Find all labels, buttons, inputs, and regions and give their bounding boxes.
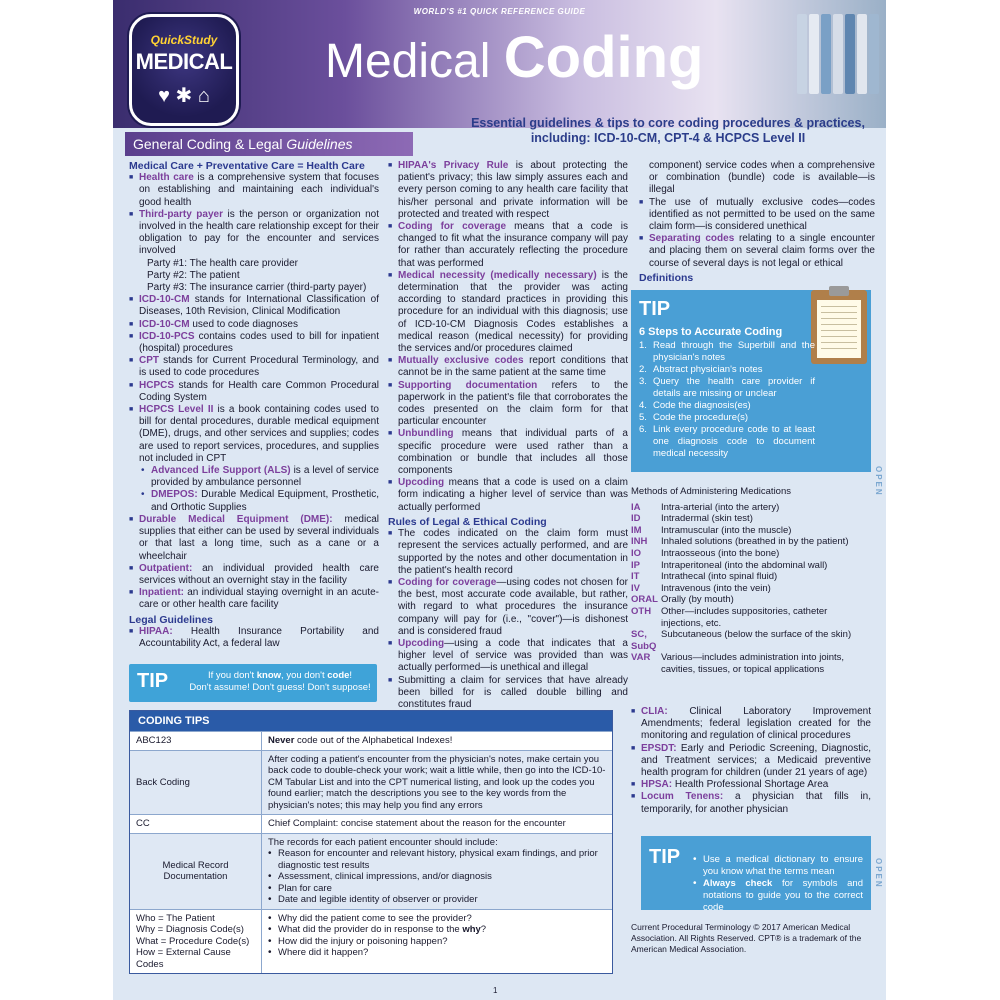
- list-item: ■ Inpatient: an individual staying overnight in an acute-care or other health care facility: [129, 587, 379, 611]
- med-row: ORAL Orally (by mouth): [631, 594, 734, 606]
- step-item: 1. Read through the Superbill and the physician's notes: [639, 340, 815, 363]
- list-item: ■ ICD-10-PCS contains codes used to bill for inpatient (hospital) procedures: [129, 331, 379, 355]
- reference-sheet: [113, 0, 886, 1000]
- list-item: • Where did it happen?: [268, 947, 606, 959]
- list-item: • Reason for encounter and relevant history, physical exam findings, and prior diagnostic test results: [268, 848, 606, 871]
- med-row: IM Intramuscular (into the muscle): [631, 524, 792, 536]
- list-item: ■ Submitting a claim for services that have already been billed for is called double billing and constitutes fraud: [388, 675, 628, 712]
- table-key: CC: [130, 815, 262, 833]
- column-compliance: [388, 160, 628, 723]
- list-item: ■ Upcoding—using a code that indicates that a higher level of service was provided than was actually performed—is unethical and illegal: [388, 638, 628, 675]
- step-item: 6. Link every procedure code to at least one diagnosis code to document medical necessity: [639, 424, 815, 459]
- step-item: 3. Query the health care provider if details are missing or unclear: [639, 376, 815, 399]
- list-item: ■ Locum Tenens: a physician that fills in, temporarily, for another physician: [631, 791, 871, 815]
- list-item: ■ HCPCS Level II is a book containing codes used to bill for dental procedures, durable medical equipment (DME), drugs, and other services and supplies; codes are used to report services, procedures, and supplies not included in CPT: [129, 404, 379, 465]
- list-item: ■ Third-party payer is the person or organization not involved in the health care relationship except for their obligation to pay for the encounter and services involved: [129, 209, 379, 258]
- list-item: • How did the injury or poisoning happen?: [268, 936, 606, 948]
- legal-heading: Legal Guidelines: [129, 613, 214, 626]
- coding-tips-table: [129, 710, 613, 974]
- list-item: ■ Upcoding means that a code is used on a claim form indicating a higher level of service than was actually performed: [388, 477, 628, 514]
- table-value: [262, 910, 612, 974]
- list-item: ■ The codes indicated on the claim form must represent the services actually performed, and are supported by the notes and other documentation in the patient's health record: [388, 528, 628, 577]
- table-key: Back Coding: [130, 751, 262, 815]
- list-item: ■ HIPAA's Privacy Rule is about protecting the patient's privacy; this law simply assures each and every person coming to any health care facility that his/her personal and private information will be protected and treated with respect: [388, 160, 628, 221]
- continued-text: component) service codes when a comprehensive or combination (bundle) code is available—is illegal: [649, 160, 875, 196]
- med-row: IT Intrathecal (into spinal fluid): [631, 571, 778, 583]
- table-value: Never code out of the Alphabetical Indexes!: [268, 735, 453, 746]
- list-item: • Plan for care: [268, 883, 606, 895]
- list-item: ■ Supporting documentation refers to the paperwork in the patient's file that corroborates the codes presented on the claim form for that particular encounter: [388, 380, 628, 429]
- acronyms-list: [631, 706, 871, 816]
- list-item: ■ Coding for coverage—using codes not chosen for the best, most accurate code available, but rather, with regard to what procedures the insurance company will pay for (i.e., "cover")—is dishonest and is considered fraud: [388, 577, 628, 638]
- party-item: Party #3: The insurance carrier (third-party payer): [147, 282, 367, 294]
- steps-list: [639, 340, 815, 460]
- list-item: ■ Health care is a comprehensive system that focuses on establishing and maintaining each individual's good health: [129, 172, 379, 209]
- logo-category: MEDICAL: [135, 49, 233, 74]
- tip-label: TIP: [137, 670, 169, 692]
- sub-list-item: • Advanced Life Support (ALS) is a level of service provided by ambulance personnel: [129, 465, 379, 489]
- medication-methods: [631, 486, 871, 676]
- list-item: ■ HPSA: Health Professional Shortage Area: [631, 779, 871, 791]
- table-row: [130, 814, 612, 833]
- med-row: ID Intradermal (skin test): [631, 513, 753, 525]
- list-item: • Assessment, clinical impressions, and/or diagnosis: [268, 871, 606, 883]
- copyright-notice: Current Procedural Terminology © 2017 American Medical Association. All Rights Reserved. CPT® is a trademark of the American Medical Association.: [631, 922, 862, 954]
- list-item: ■ Durable Medical Equipment (DME): medical supplies that either can be used by several individuals or that last a long time, such as a cane or a wheelchair: [129, 514, 379, 563]
- tip-box-six-steps: [631, 290, 871, 472]
- med-row: IP Intraperitoneal (into the abdominal wall): [631, 559, 828, 571]
- list-item: ■ HIPAA: Health Insurance Portability and Accountability Act, a federal law: [129, 626, 379, 650]
- tip-box-dont-guess: [129, 664, 377, 702]
- table-key: Who = The Patient Why = Diagnosis Code(s) What = Procedure Code(s) How = External Cause Codes: [130, 910, 262, 974]
- list-item: ■ ICD-10-CM stands for International Classification of Diseases, 10th Revision, Clinical Modification: [129, 294, 379, 318]
- sub-list-item: • DMEPOS: Durable Medical Equipment, Prosthetic, and Orthotic Supplies: [129, 489, 379, 513]
- tip-label: TIP: [649, 846, 681, 868]
- table-row: [130, 909, 612, 974]
- step-item: 5. Code the procedure(s): [639, 412, 749, 423]
- quickstudy-logo: [129, 14, 239, 126]
- column-definitions: [639, 160, 875, 284]
- med-row: OTH Other—includes suppositories, catheter injections, etc.: [631, 605, 828, 629]
- list-item: ■ Outpatient: an individual provided health care services without an overnight stay in the facility: [129, 563, 379, 587]
- tagline: WORLD'S #1 QUICK REFERENCE GUIDE: [413, 7, 586, 16]
- med-row: VAR Various—includes administration into joints, cavities, tissues, or topical applications: [631, 652, 845, 675]
- page-subtitle: Essential guidelines & tips to core coding procedures & practices, including: ICD-10-CM, CPT-4 & HCPCS Level II: [471, 116, 865, 145]
- list-item: ■ CPT stands for Current Procedural Terminology, and is used to code procedures: [129, 355, 379, 379]
- tip-text: If you don't know, you don't code! Don't assume! Don't guess! Don't suppose!: [189, 670, 371, 693]
- logo-brand: QuickStudy: [150, 33, 218, 47]
- table-value: After coding a patient's encounter from the physician's notes, make certain you back code to double-check your work; wait a little while, then go into the ICD-10-CM Tabular List and into the CPT numerical listing, and look up the codes you found earlier; match the descriptions you see to the key words from the physician's notes; this may help you find any errors: [268, 753, 606, 811]
- list-item: • Why did the patient come to see the provider?: [268, 913, 606, 925]
- section-heading: General Coding & Legal Guidelines: [125, 132, 413, 156]
- med-row: SC, SubQ Subcutaneous (below the surface of the skin): [631, 629, 852, 652]
- med-row: INH Inhaled solutions (breathed in by the patient): [631, 536, 849, 548]
- open-tab-label: OPEN: [874, 858, 883, 889]
- list-item: ■ Coding for coverage means that a code is changed to fit what the insurance company will pay for rather than accurately reflecting the procedure that was performed: [388, 221, 628, 270]
- health-care-heading: Medical Care + Preventative Care = Health Care: [129, 160, 365, 172]
- list-item: ■ Medical necessity (medically necessary) is the determination that the provider was acting according to standard practices in providing this procedure for an individual with this diagnosis; use of ICD-10-CM Diagnosis Codes establishes a medical reason (medical necessity) for providing the services and/or procedures claimed: [388, 270, 628, 355]
- list-item: ■ HCPCS stands for Health care Common Procedural Coding System: [129, 380, 379, 404]
- list-item: ■ The use of mutually exclusive codes—codes identified as not permitted to be used on the same claim form—is considered unethical: [639, 197, 875, 234]
- tip-item: • Use a medical dictionary to ensure you know what the terms mean: [693, 854, 863, 878]
- list-item: ■ Mutually exclusive codes report conditions that cannot be in the same patient at the same time: [388, 355, 628, 379]
- definitions-heading: Definitions: [639, 271, 694, 284]
- med-row: IV Intravenous (into the vein): [631, 582, 771, 594]
- page-title: Medical Coding: [325, 25, 704, 90]
- table-key: ABC123: [130, 732, 262, 750]
- med-row: IO Intraosseous (into the bone): [631, 547, 780, 559]
- list-item: ■ Separating codes relating to a single encounter and placing them on several claim forms over the course of several days is not legal or ethical: [639, 233, 875, 270]
- table-key: Medical Record Documentation: [130, 834, 262, 909]
- list-item: • What did the provider do in response to the why?: [268, 924, 606, 936]
- binders-photo: [793, 4, 886, 104]
- steps-heading: 6 Steps to Accurate Coding: [639, 326, 783, 338]
- tip-item: • Always check for symbols and notations to guide you to the correct code: [693, 878, 863, 914]
- party-item: Party #1: The health care provider: [147, 257, 299, 269]
- table-row: [130, 750, 612, 815]
- party-item: Party #2: The patient: [147, 269, 240, 281]
- tip-box-dictionary: [641, 836, 871, 913]
- coding-tips-title: CODING TIPS: [130, 711, 612, 731]
- rules-heading: Rules of Legal & Ethical Coding: [388, 515, 547, 528]
- table-value: Chief Complaint: concise statement about the reason for the encounter: [268, 818, 566, 829]
- step-item: 4. Code the diagnosis(es): [639, 400, 751, 411]
- header-banner: [113, 0, 886, 128]
- list-item: • Date and legible identity of observer or provider: [268, 894, 606, 906]
- table-row: [130, 731, 612, 750]
- column-general: [129, 160, 379, 650]
- table-row: [130, 833, 612, 909]
- med-row: IA Intra-arterial (into the artery): [631, 501, 780, 513]
- medications-title: Methods of Administering Medications: [631, 486, 791, 497]
- step-item: 2. Abstract physician's notes: [639, 364, 763, 375]
- clipboard-icon: [811, 290, 867, 364]
- list-item: ■ Unbundling means that individual parts of a specific procedure were used rather than a combination or bundle that includes all those components: [388, 428, 628, 477]
- list-item: ■ CLIA: Clinical Laboratory Improvement Amendments; federal legislation created for the monitoring and regulation of clinical procedures: [631, 706, 871, 743]
- open-tab-label: OPEN: [874, 466, 883, 497]
- page-number: 1: [493, 986, 498, 995]
- medical-icons: ♥ ✱ ⌂: [158, 85, 210, 107]
- list-item: ■ EPSDT: Early and Periodic Screening, Diagnostic, and Treatment services; a Medicaid preventive health program for children (under 21 years of age): [631, 743, 871, 780]
- tip-label: TIP: [639, 298, 671, 320]
- list-item: ■ ICD-10-CM used to code diagnoses: [129, 319, 379, 331]
- table-value: The records for each patient encounter should include: • Reason for encounter and relevant history, physical exam findings, and prior diagnostic test results • Assessment, clinical impressions, and/or diagnosis • Plan for care • Date and legible identity of observer or provider: [262, 834, 612, 909]
